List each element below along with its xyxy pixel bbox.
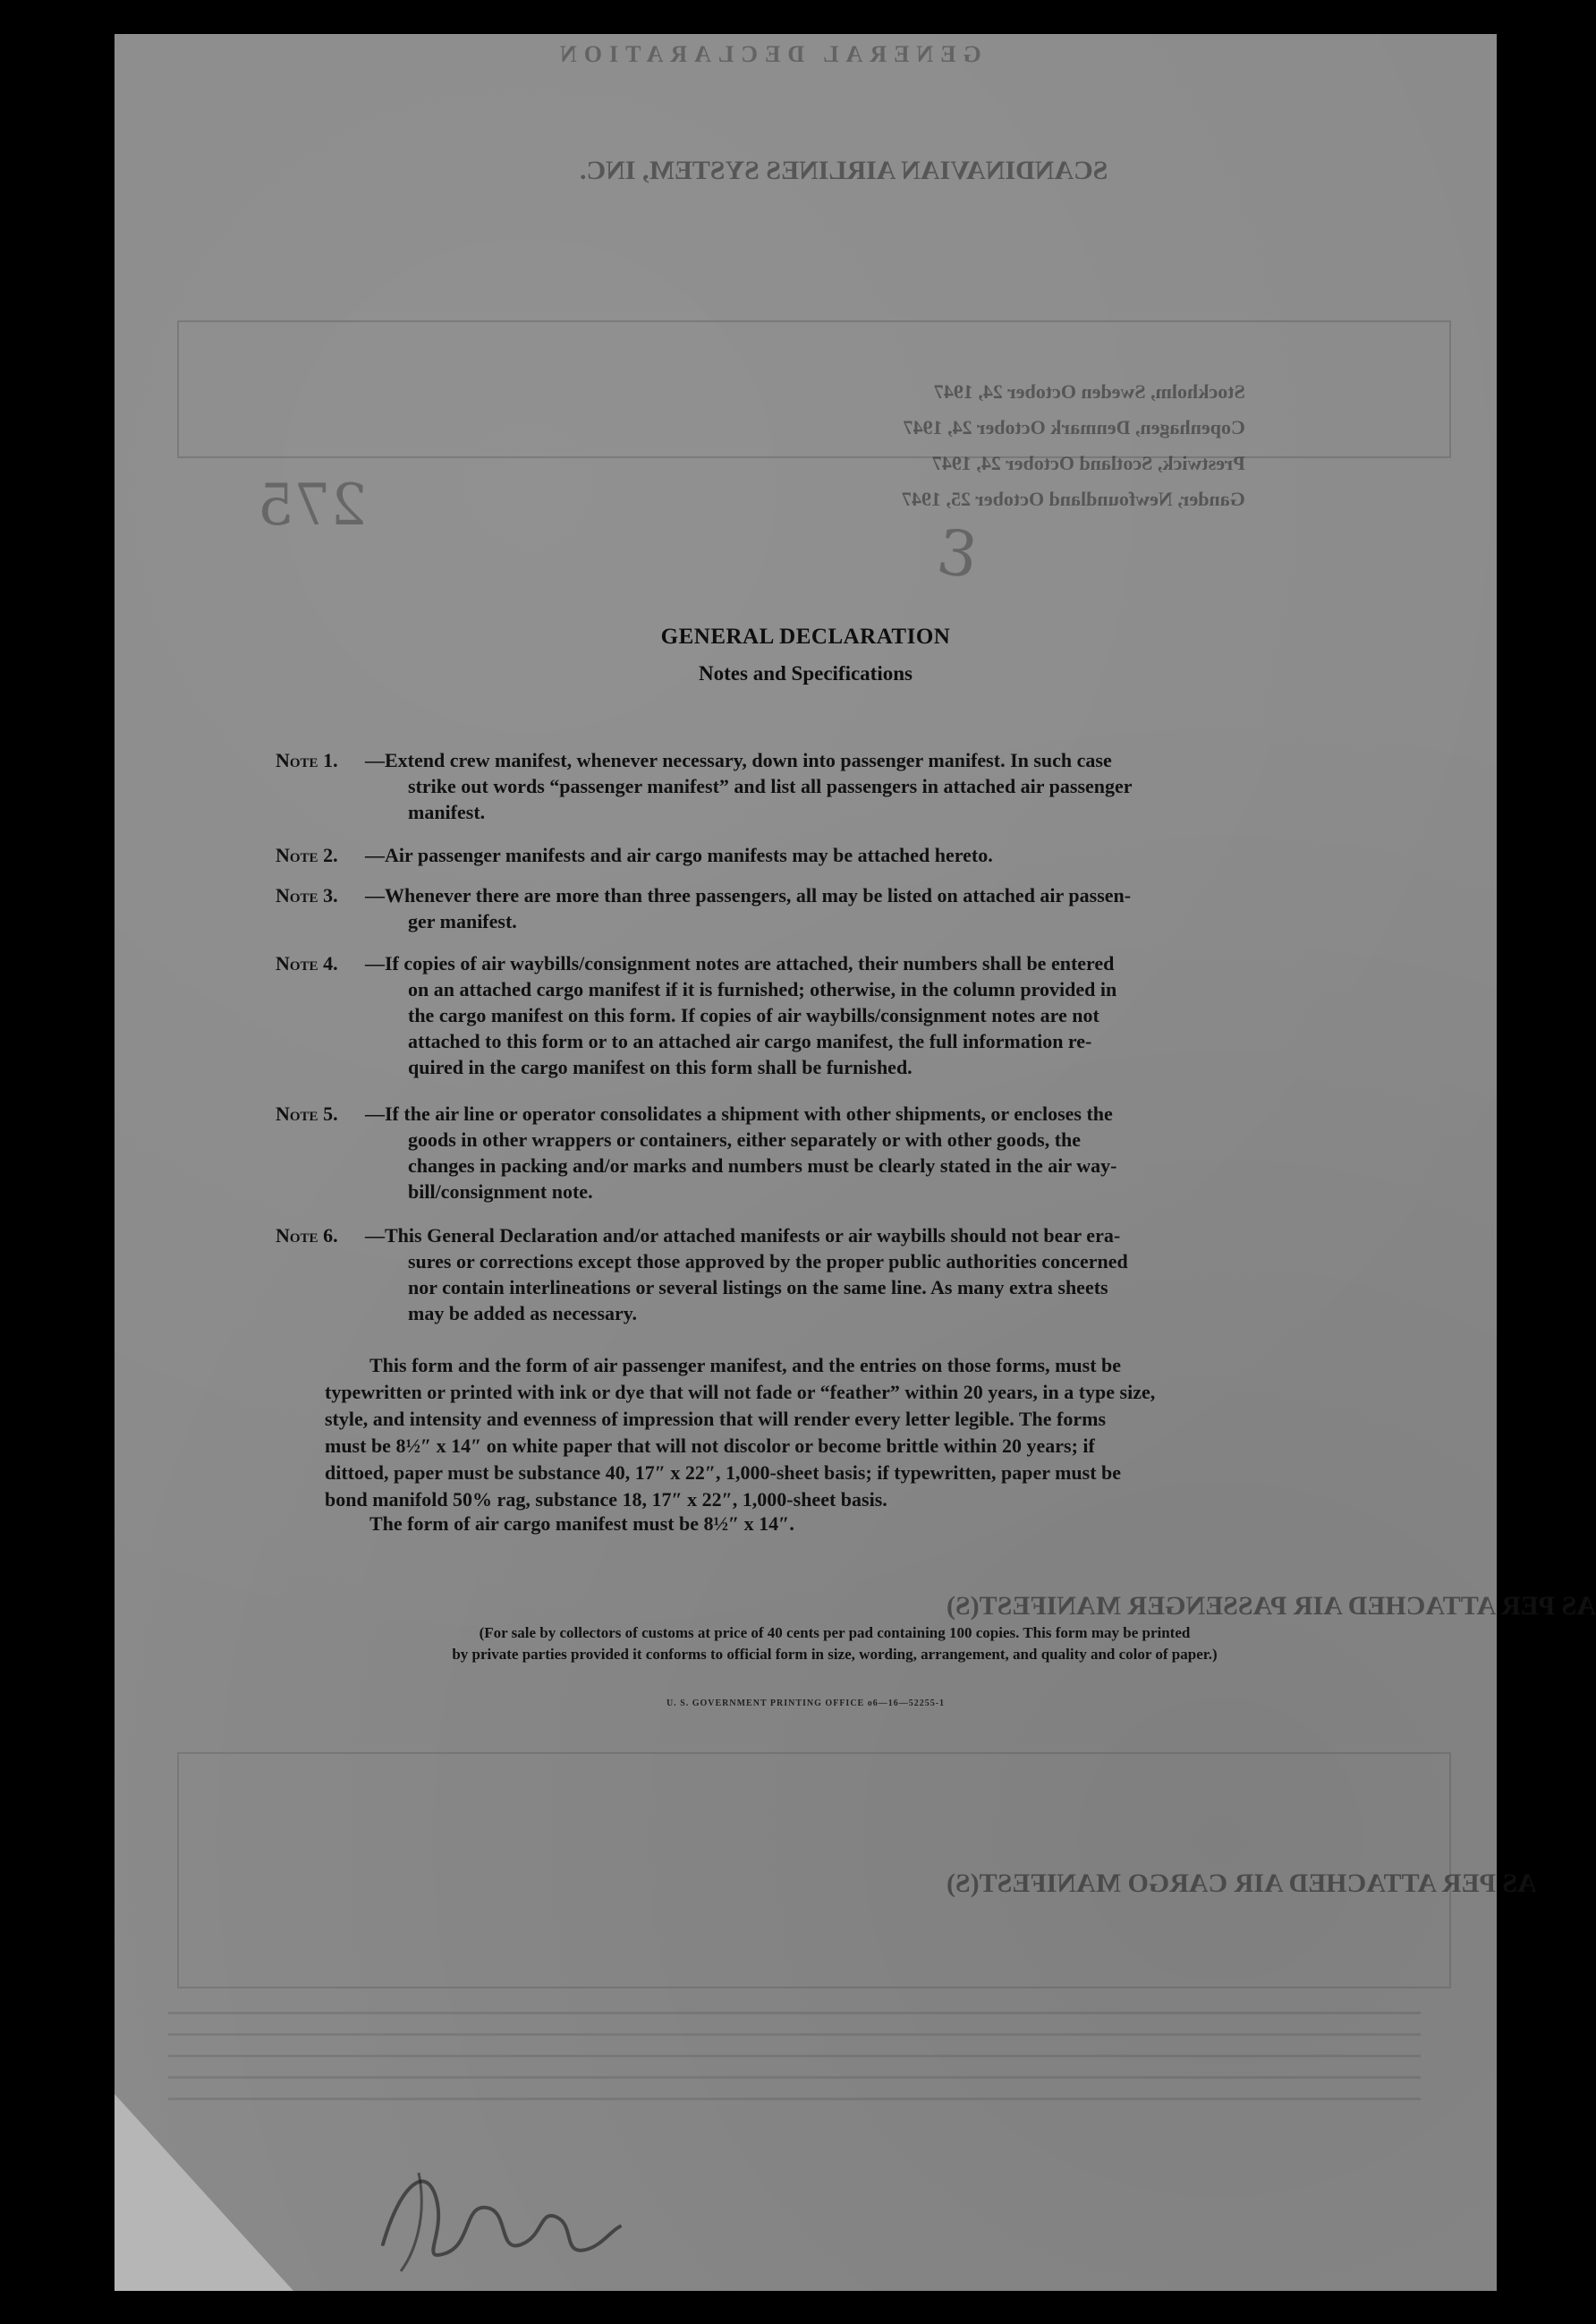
paragraph-line: style, and intensity and evenness of impression that will render every letter legible. The forms [325, 1408, 1107, 1430]
bleed-through-itinerary-row: Gander, Newfoundland October 25, 1947 [902, 488, 1245, 510]
document-title: GENERAL DECLARATION [660, 625, 951, 649]
cargo-manifest-size-paragraph: The form of air cargo manifest must be 8½″ x 14″. [369, 1512, 794, 1535]
sale-notice-line: (For sale by collectors of customs at price of 40 cents per pad containing 100 copies. This form may be printed [479, 1624, 1191, 1641]
note-3 [276, 882, 1416, 934]
note-5 [276, 1101, 1416, 1205]
note-1 [276, 747, 1416, 825]
bleed-through-header: GENERAL DECLARATION [553, 41, 981, 67]
paragraph-line: typewritten or printed with ink or dye that will not fade or “feather” within 20 years, in a type size, [325, 1381, 1156, 1403]
paragraph-line: dittoed, paper must be substance 40, 17″ x 22″, 1,000-sheet basis; if typewritten, paper must be [325, 1461, 1122, 1484]
note-text-line: on an attached cargo manifest if it is furnished; otherwise, in the column provided in [408, 978, 1117, 1000]
bleed-through-itinerary [902, 374, 1245, 517]
bleed-through-declaration-text [168, 2012, 1421, 2119]
paragraph-line: bond manifold 50% rag, substance 18, 17″ x 22″, 1,000-sheet basis. [325, 1488, 887, 1511]
note-text-line: —If the air line or operator consolidates a shipment with other shipments, or encloses the [365, 1102, 1113, 1125]
note-text-line: —Air passenger manifests and air cargo manifests may be attached hereto. [365, 844, 993, 866]
bleed-through-itinerary-row: Copenhagen, Denmark October 24, 1947 [903, 416, 1245, 438]
signature-image [365, 2146, 633, 2280]
printing-office-imprint: U. S. GOVERNMENT PRINTING OFFICE o6—16—52255-1 [666, 1698, 946, 1708]
note-label: Note 6. [276, 1224, 338, 1247]
note-text-line: changes in packing and/or marks and numbers must be clearly stated in the air way- [408, 1154, 1117, 1177]
note-text-line: —If copies of air waybills/consignment notes are attached, their numbers shall be entered [365, 952, 1115, 975]
bleed-through-itinerary-row: Prestwick, Scotland October 24, 1947 [931, 452, 1245, 474]
sale-notice-line: by private parties provided it conforms to official form in size, wording, arrangement, and quality and color of paper.) [452, 1646, 1218, 1663]
form-requirements-paragraph [325, 1352, 1398, 1513]
folded-corner [115, 2094, 293, 2291]
bleed-through-itinerary-row: Stockholm, Sweden October 24, 1947 [933, 380, 1245, 403]
note-text-line: —This General Declaration and/or attached manifests or air waybills should not bear era- [365, 1224, 1121, 1247]
document-page [115, 34, 1596, 2291]
note-2 [276, 842, 1416, 868]
document-subtitle: Notes and Specifications [699, 662, 913, 685]
note-text-line: nor contain interlineations or several listings on the same line. As many extra sheets [408, 1276, 1108, 1298]
note-text-line: attached to this form or to an attached air cargo manifest, the full information re- [408, 1030, 1092, 1052]
note-text-line: sures or corrections except those approved by the proper public authorities concerned [408, 1250, 1128, 1273]
note-4 [276, 950, 1416, 1080]
note-6 [276, 1222, 1416, 1326]
note-label: Note 2. [276, 844, 338, 866]
note-text-line: strike out words “passenger manifest” and list all passengers in attached air passenger [408, 775, 1133, 797]
note-text-line: —Whenever there are more than three passengers, all may be listed on attached air passen- [365, 884, 1132, 907]
bleed-through-cargo-stamp: AS PER ATTACHED AIR CARGO MANIFEST(S) [947, 1869, 1537, 1898]
sale-notice [271, 1622, 1398, 1665]
bleed-through-company: SCANDINAVIAN AIRLINES SYSTEM, INC. [580, 156, 1108, 185]
paragraph-line: This form and the form of air passenger manifest, and the entries on those forms, must be [369, 1354, 1122, 1376]
note-text-line: manifest. [408, 801, 486, 823]
note-text-line: quired in the cargo manifest on this form shall be furnished. [408, 1056, 913, 1078]
note-text-line: may be added as necessary. [408, 1302, 638, 1324]
note-text-line: ger manifest. [408, 910, 517, 932]
handwritten-mark: 3 [932, 515, 983, 593]
bleed-through-itinerary-table [177, 320, 1451, 458]
note-text-line: bill/consignment note. [408, 1180, 593, 1203]
note-text-line: —Extend crew manifest, whenever necessary, down into passenger manifest. In such case [365, 749, 1112, 771]
note-text-line: the cargo manifest on this form. If copies of air waybills/consignment notes are not [408, 1004, 1099, 1026]
paragraph-line: must be 8½″ x 14″ on white paper that will not discolor or become brittle within 20 years; if [325, 1434, 1095, 1457]
note-label: Note 3. [276, 884, 338, 907]
note-label: Note 5. [276, 1102, 338, 1125]
note-text-line: goods in other wrappers or containers, either separately or with other goods, the [408, 1128, 1082, 1151]
handwritten-number: 275 [258, 472, 368, 539]
bleed-through-passenger-stamp: AS PER ATTACHED AIR PASSENGER MANIFEST(S) [947, 1591, 1596, 1621]
note-label: Note 4. [276, 952, 338, 975]
note-label: Note 1. [276, 749, 338, 771]
